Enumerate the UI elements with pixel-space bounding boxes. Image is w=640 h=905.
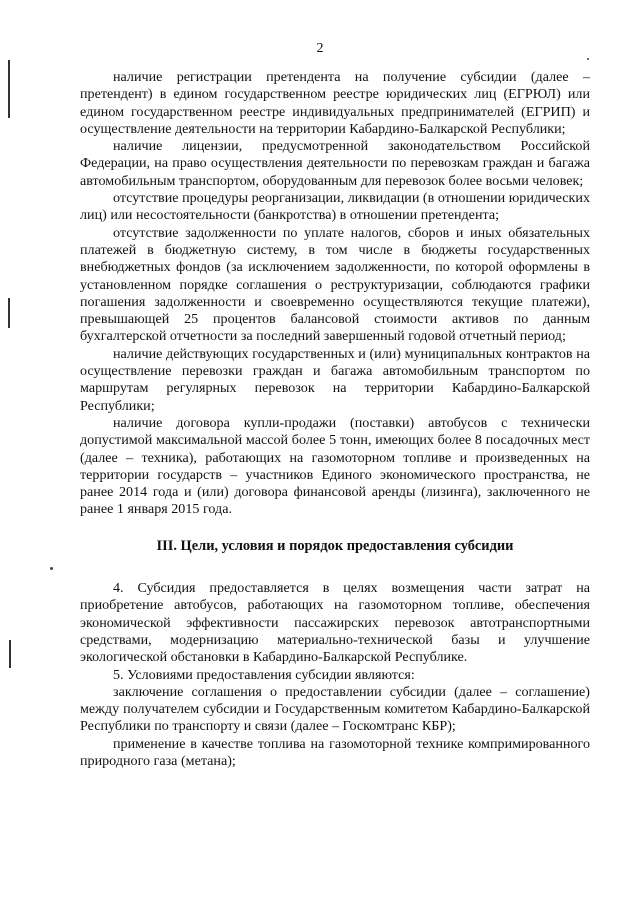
paragraph: наличие лицензии, предусмотренной законодательством Российской Федерации, на право осуществления деятельности по перевозкам граждан и багажа автомобильным транспортом, оборудованным для перевозок более восьми человек; — [80, 138, 590, 189]
paragraph: наличие регистрации претендента на получение субсидии (далее – претендент) в едином государственном реестре юридических лиц (ЕГРЮЛ) или едином государственном реестре индивидуальных предпринимателей (ЕГРИП) и осуществление деятельности на территории Кабардино-Балкарской Республики; — [80, 69, 590, 137]
scan-margin-line — [8, 298, 10, 328]
scan-margin-line — [8, 60, 10, 118]
paragraph: заключение соглашения о предоставлении субсидии (далее – соглашение) между получателем субсидии и Государственным комитетом Кабардино-Балкарской Республики по транспорту и связи (далее – Госкомтранс КБР); — [80, 683, 590, 735]
paragraph: отсутствие задолженности по уплате налогов, сборов и иных обязательных платежей в бюджетную систему, в том числе в бюджеты государственных внебюджетных фондов (за исключением задолженности, по которой оформлены в установленном порядке соглашения о реструктуризации, соблюдаются графики погашения задолженности и своевременно осуществляются текущие платежи), превышающей 25 процентов балансовой стоимости активов по данным бухгалтерской отчетности за последний завершенный годовой отчетный период; — [80, 224, 590, 345]
scan-speck — [50, 567, 53, 570]
paragraph: 5. Условиями предоставления субсидии являются: — [113, 666, 415, 683]
paragraph: наличие договора купли-продажи (поставки) автобусов с технически допустимой максимальной массой более 5 тонн, имеющих более 8 посадочных мест (далее – техника), работающих на газомоторном топливе и произведенных на территории государств – участников Единого экономического пространства, не ранее 2014 года и (или) договора финансовой аренды (лизинга), заключенного не ранее 1 января 2015 года. — [80, 414, 590, 518]
paragraph: отсутствие процедуры реорганизации, ликвидации (в отношении юридических лиц) или несостоятельности (банкротства) в отношении претендента; — [80, 190, 590, 224]
document-body — [80, 69, 590, 770]
paragraph: наличие действующих государственных и (или) муниципальных контрактов на осуществление перевозки граждан и багажа автомобильным транспортом по маршрутам регулярных перевозок на территории Кабардино-Балкарской Республики; — [80, 345, 590, 414]
page-number: 2 — [316, 41, 324, 56]
scan-speck — [587, 58, 589, 60]
paragraph: применение в качестве топлива на газомоторной технике компримированного природного газа (метана); — [80, 735, 590, 769]
scan-margin-line — [9, 640, 11, 668]
section-heading: III. Цели, условия и порядок предоставления субсидии — [156, 537, 514, 554]
paragraph: 4. Субсидия предоставляется в целях возмещения части затрат на приобретение автобусов, работающих на газомоторном топливе, обеспечения экономической эффективности пассажирских перевозок автотранспортными средствами, модернизацию материально-технической базы и улучшение экологической обстановки в Кабардино-Балкарской Республике. — [80, 580, 590, 666]
